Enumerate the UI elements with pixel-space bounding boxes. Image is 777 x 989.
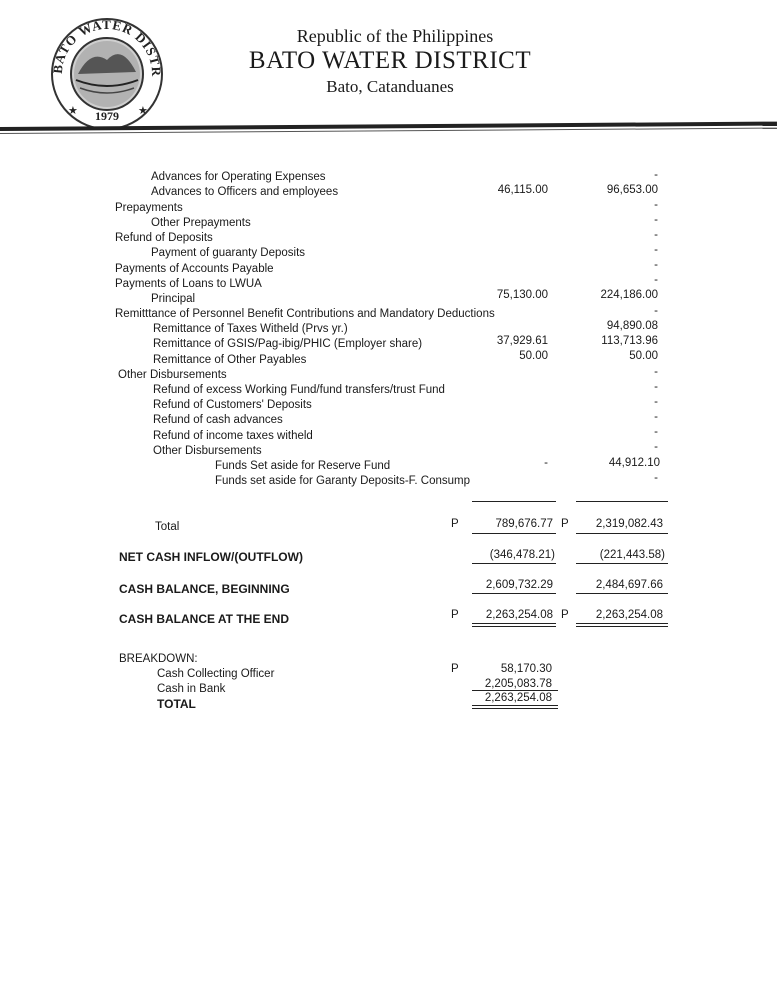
currency-symbol: P	[451, 518, 459, 530]
begin-rule-2	[576, 593, 668, 594]
svg-text:1979: 1979	[95, 109, 119, 123]
row-label: Remittance of Other Payables	[153, 354, 307, 366]
row-value-2: -	[654, 426, 658, 438]
row-value-2: -	[654, 274, 658, 286]
breakdown-label: Cash Collecting Officer	[157, 668, 275, 680]
row-value-2: -	[654, 366, 658, 378]
row-label: Refund of income taxes witheld	[153, 430, 313, 442]
end-rule-1b	[472, 626, 556, 627]
row-value-2: -	[654, 229, 658, 241]
row-value-2: 94,890.08	[606, 320, 658, 332]
row-label: Refund of cash advances	[153, 414, 283, 426]
breakdown-total-label: TOTAL	[157, 697, 196, 711]
breakdown-total-rule-b	[472, 708, 558, 709]
begin-rule-1	[472, 593, 556, 594]
row-label: Other Prepayments	[151, 217, 251, 229]
row-label: Funds Set aside for Reserve Fund	[215, 460, 391, 472]
breakdown-value: 2,205,083.78	[484, 678, 552, 690]
seal-icon	[46, 14, 168, 132]
currency-symbol: P	[561, 609, 569, 621]
row-value-2: -	[654, 169, 658, 181]
begin-balance-label: CASH BALANCE, BEGINNING	[119, 582, 290, 596]
row-label: Payments of Accounts Payable	[115, 263, 274, 275]
svg-text:★: ★	[68, 105, 78, 117]
net-cash-label: NET CASH INFLOW/(OUTFLOW)	[119, 550, 303, 564]
total-value-1: 789,676.77	[495, 518, 553, 530]
row-value-2: 96,653.00	[606, 184, 658, 196]
row-label: Refund of Deposits	[115, 232, 213, 244]
total-rule-2	[576, 533, 668, 534]
seal	[46, 14, 168, 132]
row-value-1: 75,130.00	[496, 289, 548, 301]
begin-balance-value-2: 2,484,697.66	[595, 579, 663, 591]
svg-text:★: ★	[138, 105, 148, 117]
row-value-2: -	[654, 214, 658, 226]
row-value-2: -	[654, 441, 658, 453]
end-balance-value-1: 2,263,254.08	[485, 609, 553, 621]
row-value-2: 224,186.00	[600, 289, 658, 301]
row-label: Payment of guaranty Deposits	[151, 247, 306, 259]
currency-symbol: P	[451, 663, 459, 675]
net-rule-1	[472, 563, 556, 564]
row-label: Payments of Loans to LWUA	[115, 278, 262, 290]
net-rule-2	[576, 563, 668, 564]
row-value-2: -	[654, 305, 658, 317]
total-label: Total	[155, 521, 180, 533]
end-balance-value-2: 2,263,254.08	[595, 609, 663, 621]
row-label: Refund of Customers' Deposits	[153, 399, 312, 411]
row-label: Prepayments	[115, 202, 183, 214]
row-value-2: -	[654, 259, 658, 271]
row-label: Principal	[151, 293, 196, 305]
row-value-1: -	[544, 457, 548, 469]
header-republic: Republic of the Philippines	[296, 26, 494, 46]
total-value-2: 2,319,082.43	[595, 518, 663, 530]
breakdown-value: 58,170.30	[500, 663, 552, 675]
total-rule-1	[472, 533, 556, 534]
row-value-2: -	[654, 472, 658, 484]
end-rule-1a	[472, 623, 556, 624]
row-value-2: 113,713.96	[601, 335, 658, 347]
breakdown-title: BREAKDOWN:	[119, 653, 198, 665]
currency-symbol: P	[451, 609, 459, 621]
row-label: Remittance of GSIS/Pag-ibig/PHIC (Employer share)	[153, 338, 423, 350]
breakdown-total-rule-a	[472, 705, 558, 706]
end-rule-2a	[576, 623, 668, 624]
row-value-1: 37,929.61	[496, 335, 548, 347]
row-value-2: -	[654, 199, 658, 211]
row-label: Advances for Operating Expenses	[151, 171, 326, 183]
row-value-1: 50.00	[519, 350, 548, 362]
end-rule-2b	[576, 626, 668, 627]
svg-text:BATO WATER DISTRICT: BATO WATER DISTR	[49, 16, 165, 78]
breakdown-label: Cash in Bank	[157, 683, 226, 695]
row-value-2: -	[654, 411, 658, 423]
row-value-2: 50.00	[629, 350, 658, 362]
row-label: Other Disbursements	[118, 369, 227, 381]
net-cash-value-1: (346,478.21)	[489, 549, 555, 561]
row-label: Refund of excess Working Fund/fund transfers/trust Fund	[153, 384, 445, 396]
end-balance-label: CASH BALANCE AT THE END	[119, 612, 289, 626]
row-label: Remitttance of Personnel Benefit Contributions and Mandatory Deductions	[115, 308, 495, 320]
begin-balance-value-1: 2,609,732.29	[485, 579, 553, 591]
row-label: Other Disbursements	[153, 445, 262, 457]
row-value-2: -	[654, 244, 658, 256]
header-title: BATO WATER DISTRICT	[248, 47, 532, 74]
row-value-2: 44,912.10	[608, 457, 660, 469]
breakdown-total-value: 2,263,254.08	[484, 692, 552, 704]
subtotal-rule-1	[472, 501, 556, 502]
row-label: Remittance of Taxes Witheld (Prvs yr.)	[153, 323, 348, 335]
net-cash-value-2: (221,443.58)	[599, 549, 665, 561]
row-value-2: -	[654, 396, 658, 408]
row-label: Funds set aside for Garanty Deposits-F. Consump	[215, 475, 471, 487]
row-value-1: 46,115.00	[497, 184, 548, 196]
header-address: Bato, Catanduanes	[326, 77, 454, 96]
currency-symbol: P	[561, 518, 569, 530]
row-value-2: -	[654, 381, 658, 393]
subtotal-rule-2	[576, 501, 668, 502]
row-label: Advances to Officers and employees	[151, 186, 339, 198]
